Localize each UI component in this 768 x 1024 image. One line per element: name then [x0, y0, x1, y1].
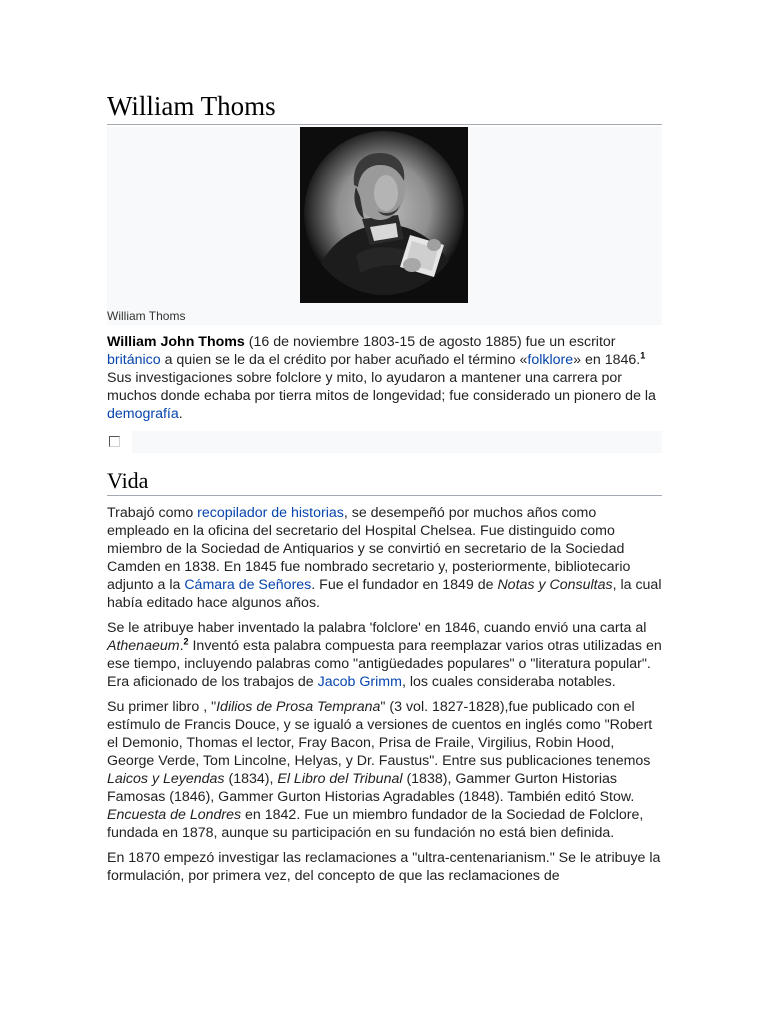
link-camara-de-senores[interactable]: Cámara de Señores — [184, 577, 312, 593]
vida-text: Se le atribuye haber inventado la palabra 'folclore' en 1846, cuando envió una carta al — [107, 620, 647, 636]
reference-2[interactable]: 2 — [183, 636, 189, 647]
italic-title: Athenaeum — [107, 638, 180, 654]
italic-title: Idilios de Prosa Temprana — [216, 699, 381, 715]
vida-paragraph-3 — [107, 698, 662, 842]
lead-text: » en 1846. — [573, 352, 641, 368]
section-vida-content — [107, 504, 662, 892]
link-jacob-grimm[interactable]: Jacob Grimm — [317, 674, 402, 690]
vida-text: en 1842. Fue un miembro fundador de la Sociedad de Folclore, fundada en 1878, aunque su participación en su fundación no está bien definida. — [107, 807, 644, 841]
portrait-image[interactable] — [300, 127, 468, 303]
italic-title: El Libro del Tribunal — [277, 771, 403, 787]
page-title: William Thoms — [107, 90, 662, 125]
subject-name: William John Thoms — [107, 334, 245, 350]
vida-text: , la cual había editado hace algunos años. — [107, 577, 662, 611]
italic-title: Notas y Consultas — [497, 577, 613, 593]
infobox — [107, 127, 662, 325]
lead-text: a quien se le da el crédito por haber acuñado el término « — [160, 352, 528, 368]
lead-text: Sus investigaciones sobre folclore y mito, lo ayudaron a mantener una carrera por muchos donde echaba por tierra mitos de longevidad; fue considerado un pionero de la — [107, 370, 656, 404]
toc-placeholder-bar — [132, 431, 662, 453]
infobox-caption: William Thoms — [107, 309, 186, 323]
vida-text: . Fue el fundador en 1849 de — [311, 577, 498, 593]
italic-title: Encuesta de Londres — [107, 807, 242, 823]
vida-text: , se desempeñó por muchos años como empleado en la oficina del secretario del Hospital Chelsea. Fue distinguido como miembro de la Sociedad de Antiquarios y se convirtió en secretario de la Sociedad Camden en 1838. En 1845 fue nombrado secretario y, posteriormente, bibliotecario adjunto a la — [107, 505, 631, 593]
vida-text: . — [179, 638, 184, 654]
portrait-photo — [300, 127, 468, 303]
vida-text: (1838), Gammer Gurton Historias Famosas (1846), Gammer Gurton Historias Agradables (1848). También editó Stow. — [107, 771, 635, 805]
vida-paragraph-2 — [107, 619, 662, 691]
reference-1[interactable]: 1 — [640, 350, 646, 361]
link-demografia[interactable]: demografía — [107, 406, 179, 422]
vida-text: Su primer libro , " — [107, 699, 217, 715]
vida-text: En 1870 empezó investigar las reclamaciones a "ultra-centenarianism." Se le atribuye la formulación, por primera vez, del concepto de que las reclamaciones de — [107, 850, 661, 884]
link-recopilador-de-historias[interactable]: recopilador de historias — [197, 505, 344, 521]
vida-text: Inventó esta palabra compuesta para reemplazar varios otras utilizadas en ese tiempo, incluyendo palabras como "antigüedades populares" o "literatura popular". Era aficionado de los trabajos de — [107, 638, 662, 690]
vida-text: , los cuales consideraba notables. — [401, 674, 616, 690]
vida-text: " (3 vol. 1827-1828),fue publicado con el estímulo de Francis Douce, y se igualó a versiones de cuentos en inglés como "Robert el Demonio, Thomas el lector, Fray Bacon, Prisa de Fraile, Virgilius, Robin Hood, George Verde, Tom Lincolne, Helyas, y Dr. Faustus". Entre sus publicaciones tenemos — [107, 699, 653, 769]
italic-title: Laicos y Leyendas — [107, 771, 225, 787]
checkbox-icon[interactable] — [109, 436, 120, 447]
toc-toggle-row — [107, 431, 662, 453]
vida-paragraph-4 — [107, 849, 662, 885]
link-britanico[interactable]: británico — [107, 352, 161, 368]
link-folklore[interactable]: folklore — [527, 352, 574, 368]
lead-text: (16 de noviembre 1803-15 de agosto 1885) fue un escritor — [244, 334, 616, 350]
lead-text: . — [178, 406, 183, 422]
vida-text: (1834), — [224, 771, 278, 787]
section-heading-vida: Vida — [107, 468, 662, 496]
vida-text: Trabajó como — [107, 505, 198, 521]
vida-paragraph-1 — [107, 504, 662, 612]
lead-paragraph — [107, 333, 662, 423]
